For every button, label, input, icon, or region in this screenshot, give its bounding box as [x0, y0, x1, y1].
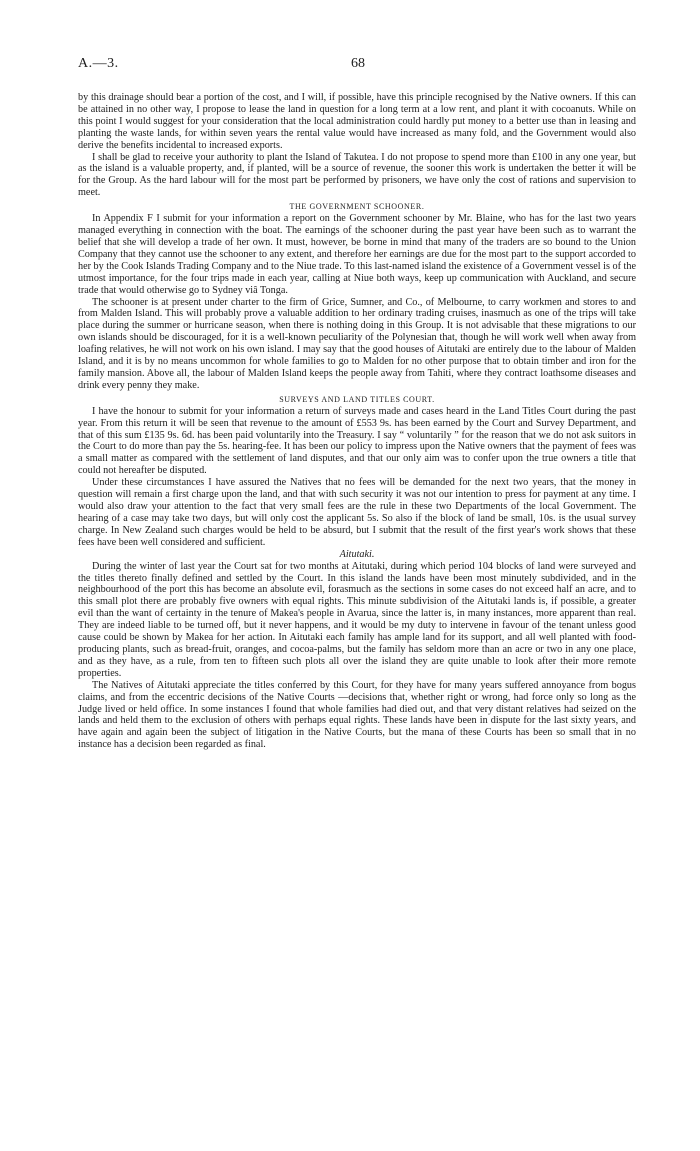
- paragraph: The schooner is at present under charter to the firm of Grice, Sumner, and Co., of Melbourne, to carry workmen and stores to and from Malden Island. This will probably prove a valuable addition to her ordinary trading cruises, inasmuch as one of the trips will take place during the summer or hurricane season, when there is nothing doing in this Group. It is not advisable that these migrations to our own islands should be discouraged, for it is a well-known peculiarity of the Polynesian that, though he will work well when away from loafing relatives, he will not work on his own island. I may say that the good houses of Aitutaki are entirely due to the labour of Malden Island, and it is by no means uncommon for whole families to go to Malden for no other purpose that to obtain timber and iron for the family mansion. Above all, the labour of Malden Island keeps the people away from Tahiti, where they contract loathsome diseases and drink every penny they make.: [78, 296, 636, 391]
- paragraph: Under these circumstances I have assured the Natives that no fees will be demanded for the next two years, that the money in question will remain a first charge upon the land, and that with such security it was not our intention to press for payment at any time. I would also draw your attention to the fact that very small fees are the rule in these two Departments of the local Government. The hearing of a case may take two days, but will only cost the applicant 5s. So also if the block of land be small, 10s. is the usual survey charge. In New Zealand such charges would be held to be absurd, but I submit that the result of the first year's work shows that these fees have been well considered and sufficient.: [78, 477, 636, 548]
- section-heading-surveys: SURVEYS AND LAND TITLES COURT.: [279, 394, 435, 404]
- paragraph: The Natives of Aitutaki appreciate the titles conferred by this Court, for they have for many years suffered annoyance from bogus claims, and from the eccentric decisions of the Native Courts —decisions that, whether right or wrong, had force only so long as the Judge lived or held office. In some instances I found that whole families had died out, and that very distant relatives had seized on the lands and held them to the exclusion of others with perhaps equal rights. These lands have been in dispute for the last sixty years, and have again and again been the subject of litigation in the Native Courts, but the mana of these Courts has been so small that in no instance has a decision been regarded as final.: [78, 679, 636, 751]
- page-number: 68: [351, 56, 365, 71]
- page-header: [78, 56, 638, 76]
- paragraph-continued: by this drainage should bear a portion of the cost, and I will, if possible, have this principle recognised by the Native owners. If this can be attained in no other way, I propose to lease the land in question for a long term at a low rent, and plant it with cocoanuts. While on this point I would suggest for your consideration that the local administration could hardly put money to a better use than in leasing and planting the waste lands, for within seven years the rental value would have increased as many fold, and the Government would also derive the benefits incidental to increased exports.: [78, 92, 636, 151]
- document-reference: A.—3.: [78, 56, 119, 71]
- document-body: [78, 92, 636, 751]
- paragraph: During the winter of last year the Court sat for two months at Aitutaki, during which period 104 blocks of land were surveyed and the titles thereto finally defined and settled by the Court. In this island the lands have been most minutely subdivided, and in the neighbourhood of the port this has become an absolute evil, forasmuch as the sections in some cases do not exceed half an acre, and to this small plot there are probably five owners with equal rights. This minute subdivision of the Aitutaki lands is, if possible, a greater evil than the want of certainty in the tenure of Makea's people in Avarua, since the latter is, in many instances, more apparent than real. They are indeed liable to be turned off, but it never happens, and it would be my duty to intervene in favour of the tenant unless good cause could be shown by Makea for her action. In Aitutaki each family has ample land for its support, and all well planted with food-producing plants, such as bread-fruit, oranges, and cocoa-palms, but the family has seldom more than an acre or two in any one place, and as they have, as a rule, from ten to fifteen such plots all over the island they are quite unable to look after their more remote properties.: [78, 560, 636, 679]
- paragraph: I shall be glad to receive your authority to plant the Island of Takutea. I do not propose to spend more than £100 in any one year, but as the island is a valuable property, and, if planted, will be a source of revenue, the sooner this work is undertaken the better it will be for the Group. As the hard labour will for the most part be performed by prisoners, we have only the cost of rations and supervision to meet.: [78, 151, 636, 199]
- paragraph: I have the honour to submit for your information a return of surveys made and cases heard in the Land Titles Court during the past year. From this return it will be seen that revenue to the amount of £553 9s. has been earned by the Court and Survey Department, and that of this sum £135 9s. 6d. has been paid voluntarily into the Treasury. I say “ voluntarily ” for the reason that we do not ask suitors in the Court to do more than pay the 5s. hearing-fee. It has been our policy to impress upon the Native owners that the payment of fees was a small matter as compared with the settlement of land disputes, and that our only aim was to confer upon the true owners a title that could not hereafter be disputed.: [78, 405, 636, 477]
- subsection-heading-aitutaki: Aitutaki.: [339, 548, 375, 560]
- paragraph: In Appendix F I submit for your information a report on the Government schooner by Mr. Blaine, who has for the last two years managed everything in connection with the boat. The earnings of the schooner during the past year have been such as to warrant the belief that she will develop a trade of her own. It must, however, be borne in mind that many of the traders are so bound to the Union Company that they cannot use the schooner to any extent, and therefore her earnings are due for the most part to the support accorded to her by the Cook Islands Trading Company and to the Niue trade. To this last-named island the existence of a Government vessel is of the utmost importance, for the four trips made in each year, calling at Niue both ways, keep up communication with Auckland, and secure trade that would otherwise go to Sydney viâ Tonga.: [78, 213, 636, 296]
- section-heading-schooner: THE GOVERNMENT SCHOONER.: [289, 202, 425, 212]
